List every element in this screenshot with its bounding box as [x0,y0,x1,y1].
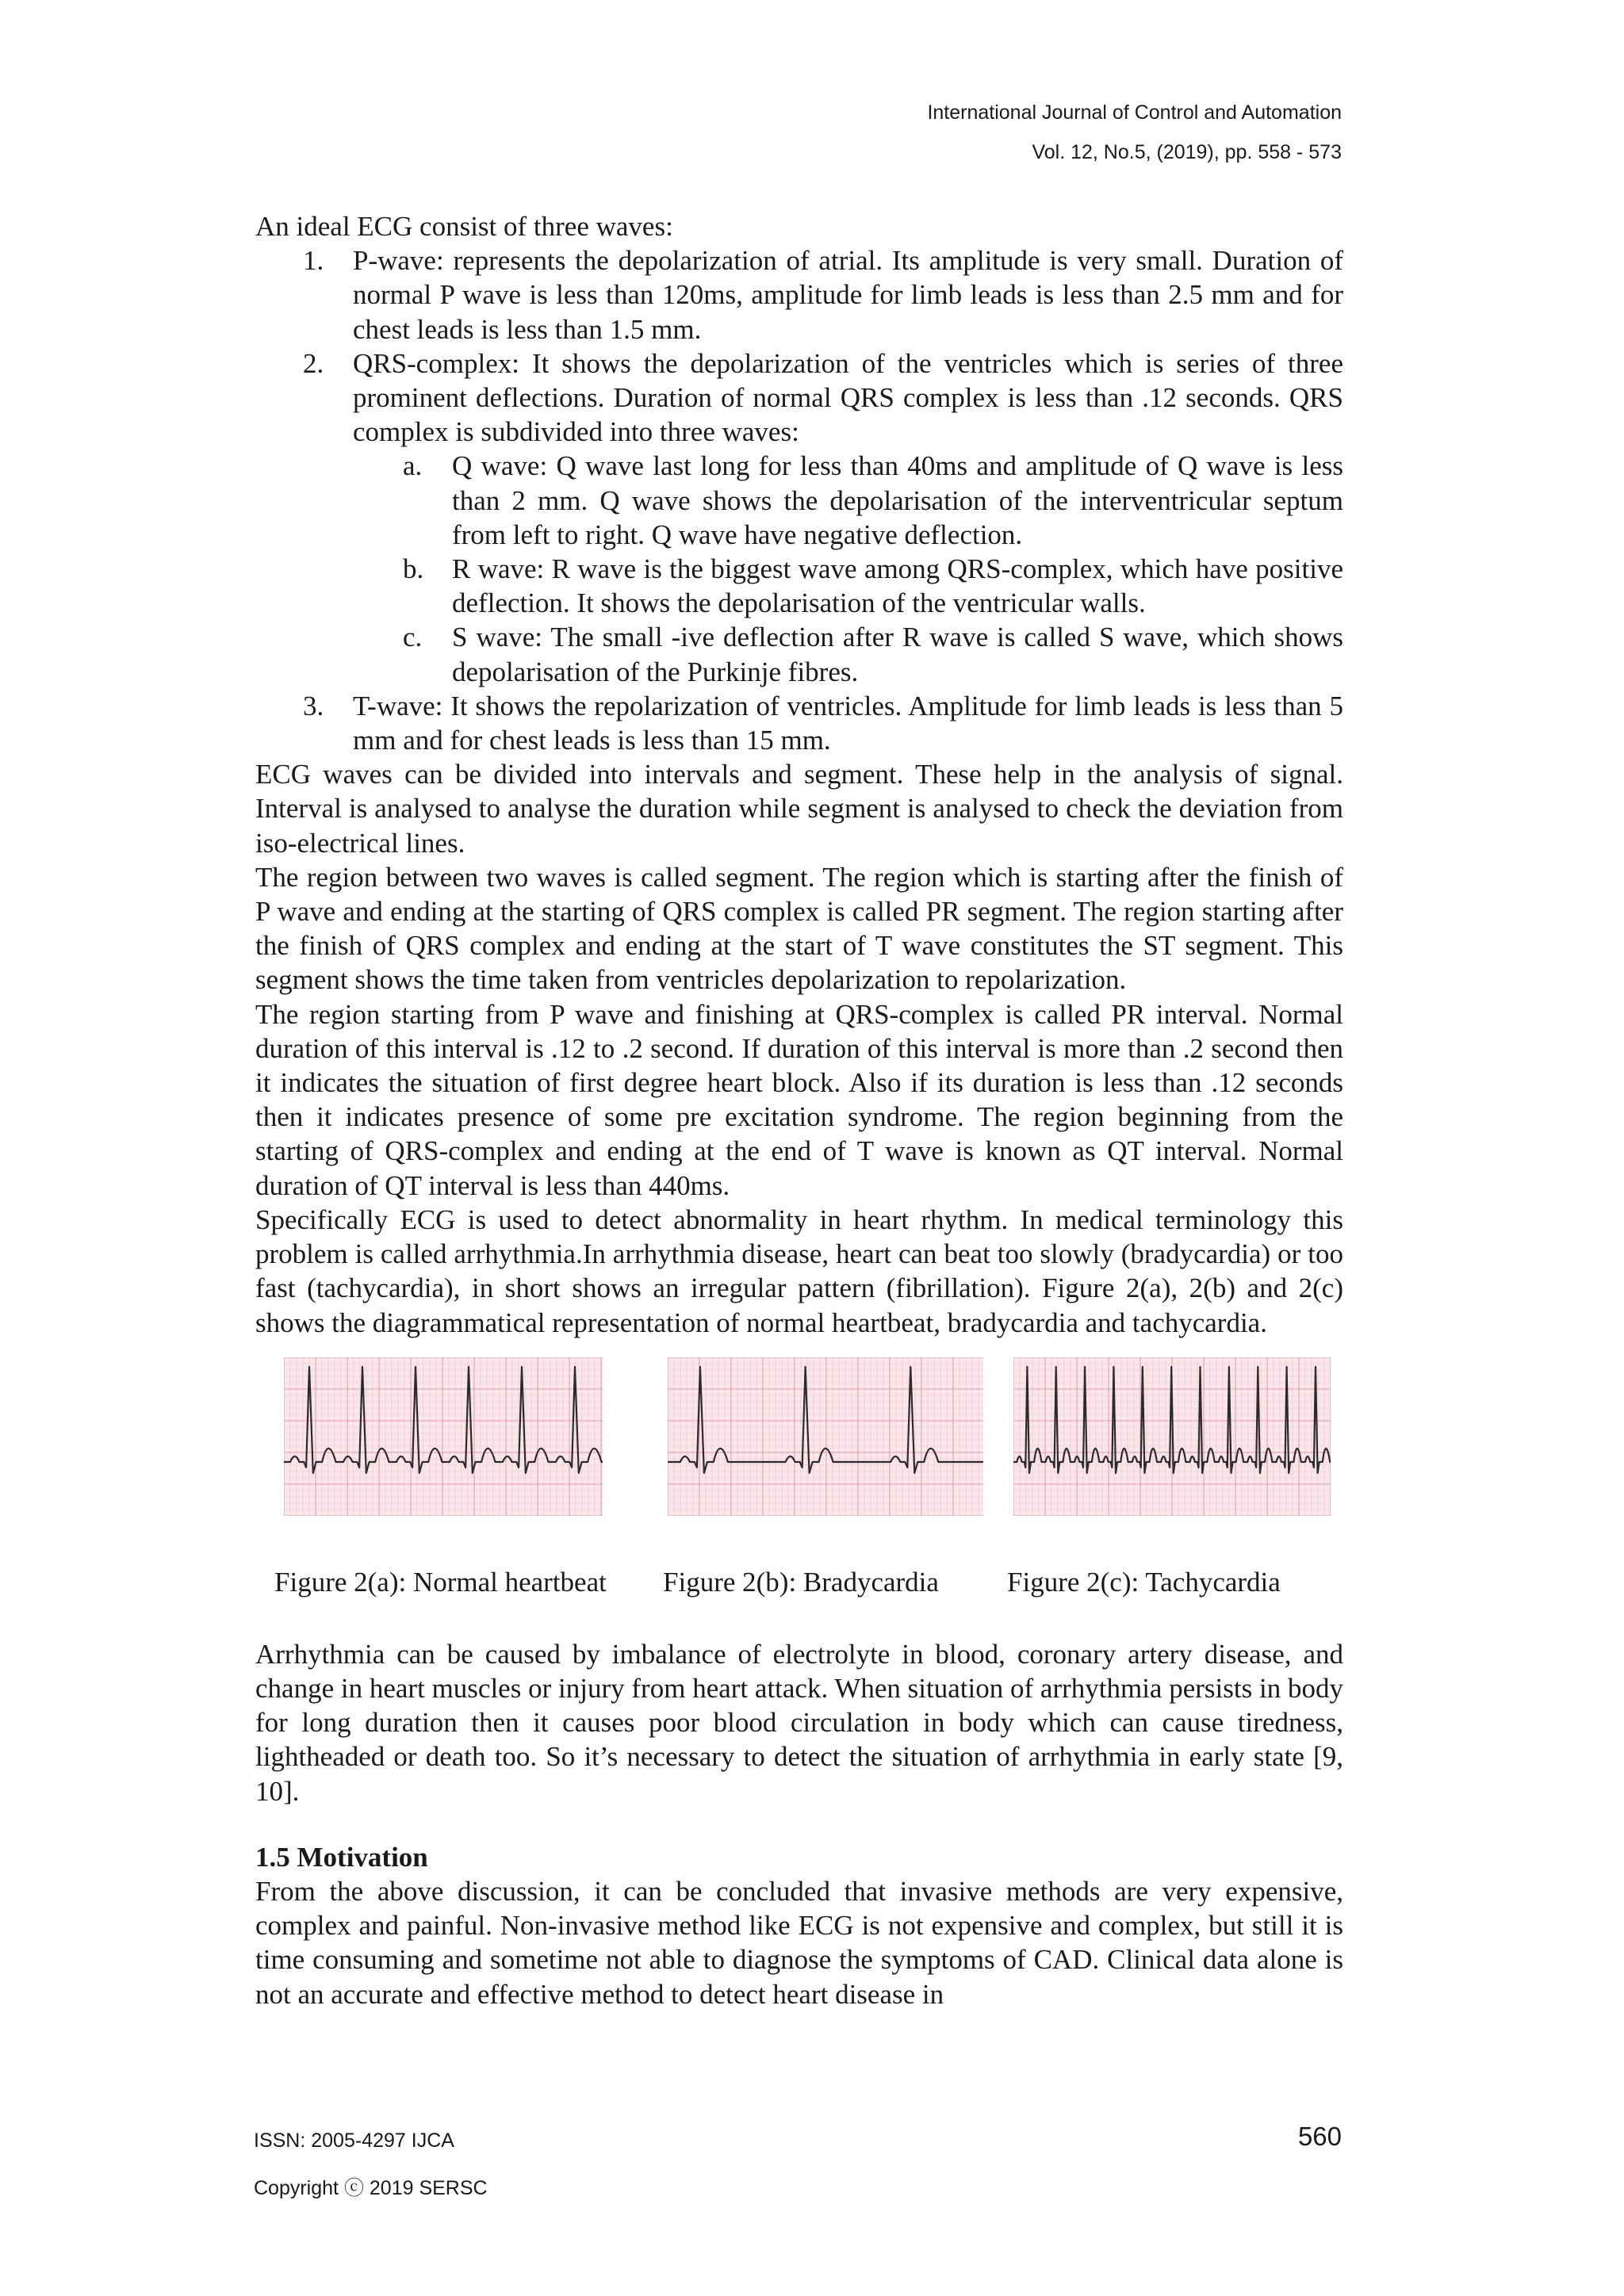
list-text: T-wave: It shows the repolarization of ventricles. Amplitude for limb leads is less than 5 mm and for chest leads is less than 15 mm. [353,690,1343,756]
journal-title: International Journal of Control and Automation [927,101,1342,124]
paragraph: From the above discussion, it can be concluded that invasive methods are very expensive, complex and painful. Non-invasive method like ECG is not expensive and complex, but still it is time consuming and sometime not able to diagnose the symptoms of CAD. Clinical data alone is not an accurate and effective method to detect heart disease in [255,1875,1343,2010]
list-marker: a. [403,450,423,482]
list-marker: b. [403,553,424,585]
paragraph: ECG waves can be divided into intervals and segment. These help in the analysis of signal. Interval is analysed to analyse the duration while segment is analysed to check the deviation from iso-electrical lines. [255,759,1343,859]
wave-item-p [255,243,1343,346]
volume-info: Vol. 12, No.5, (2019), pp. 558 - 573 [1032,141,1342,163]
copyright-footer: Copyright ⓒ 2019 SERSC [254,2177,488,2199]
ecg-strip-tachycardia [1013,1357,1331,1516]
figure-bradycardia [668,1357,983,1516]
list-text: P-wave: represents the depolarization of atrial. Its amplitude is very small. Duration of normal P wave is less than 120ms, amplitude for limb leads is less than 2.5 mm and for chest leads is less than 1.5 mm. [353,245,1343,345]
ecg-paper [284,1357,603,1516]
figure-captions [255,1565,1343,1603]
list-text: QRS-complex: It shows the depolarization of the ventricles which is series of three prominent deflections. Duration of normal QRS complex is less than .12 seconds. QRS complex is subdivided into three waves: [353,347,1343,448]
ecg-strip-bradycardia [668,1357,983,1516]
figure-normal-heartbeat [284,1357,603,1516]
paragraph: Arrhythmia can be caused by imbalance of electrolyte in blood, coronary artery disease, and change in heart muscles or injury from heart attack. When situation of arrhythmia persists in body for long duration then it causes poor blood circulation in body which can cause tiredness, lightheaded or death too. So it’s necessary to detect the situation of arrhythmia in early state [9, 10]. [255,1638,1343,1807]
figure-caption: Figure 2(c): Tachycardia [1007,1566,1281,1598]
list-text: Q wave: Q wave last long for less than 40ms and amplitude of Q wave is less than 2 mm. Q wave shows the depolarisation of the interventricular septum from left to right. Q wave have negative deflection. [452,450,1343,550]
figure-caption: Figure 2(b): Bradycardia [663,1566,939,1598]
wave-item-qrs [255,346,1343,450]
list-marker: 2. [303,347,324,379]
ecg-strip-normal [284,1357,603,1516]
page-number: 560 [1297,2122,1342,2151]
list-text: R wave: R wave is the biggest wave among QRS-complex, which have positive deflection. It shows the depolarisation of the ventricular walls. [452,553,1343,619]
list-text: S wave: The small -ive deflection after R wave is called S wave, which shows depolarisation of the Purkinje fibres. [452,622,1343,687]
figure-caption: Figure 2(a): Normal heartbeat [274,1566,607,1598]
list-marker: 3. [303,690,324,721]
subwave-item-s [255,620,1343,688]
intro-line: An ideal ECG consist of three waves: [255,211,673,242]
figure-row [255,1357,1343,1560]
paragraph: Specifically ECG is used to detect abnormality in heart rhythm. In medical terminology this problem is called arrhythmia.In arrhythmia disease, heart can beat too slowly (bradycardia) or too fast (tachycardia), in short shows an irregular pattern (fibrillation). Figure 2(a), 2(b) and 2(c) shows the diagrammatical representation of normal heartbeat, bradycardia and tachycardia. [255,1203,1343,1338]
list-marker: c. [403,622,423,653]
article-body [255,209,1343,2011]
ecg-paper [668,1357,983,1516]
wave-item-t [255,689,1343,757]
issn-footer: ISSN: 2005-4297 IJCA [254,2130,454,2152]
figure-tachycardia [1013,1357,1331,1516]
paragraph: The region starting from P wave and finishing at QRS-complex is called PR interval. Normal duration of this interval is .12 to .2 second. If duration of this interval is more than .2 second then it indicates the situation of first degree heart block. Also if its duration is less than .12 seconds then it indicates presence of some pre excitation syndrome. The region beginning from the starting of QRS-complex and ending at the end of T wave is known as QT interval. Normal duration of QT interval is less than 440ms. [255,998,1343,1201]
section-heading: 1.5 Motivation [255,1841,428,1873]
list-marker: 1. [303,245,324,277]
subwave-item-r [255,552,1343,620]
subwave-item-q [255,449,1343,552]
paragraph: The region between two waves is called segment. The region which is starting after the finish of P wave and ending at the starting of QRS complex is called PR segment. The region starting after the finish of QRS complex and ending at the start of T wave constitutes the ST segment. This segment shows the time taken from ventricles depolarization to repolarization. [255,861,1343,996]
